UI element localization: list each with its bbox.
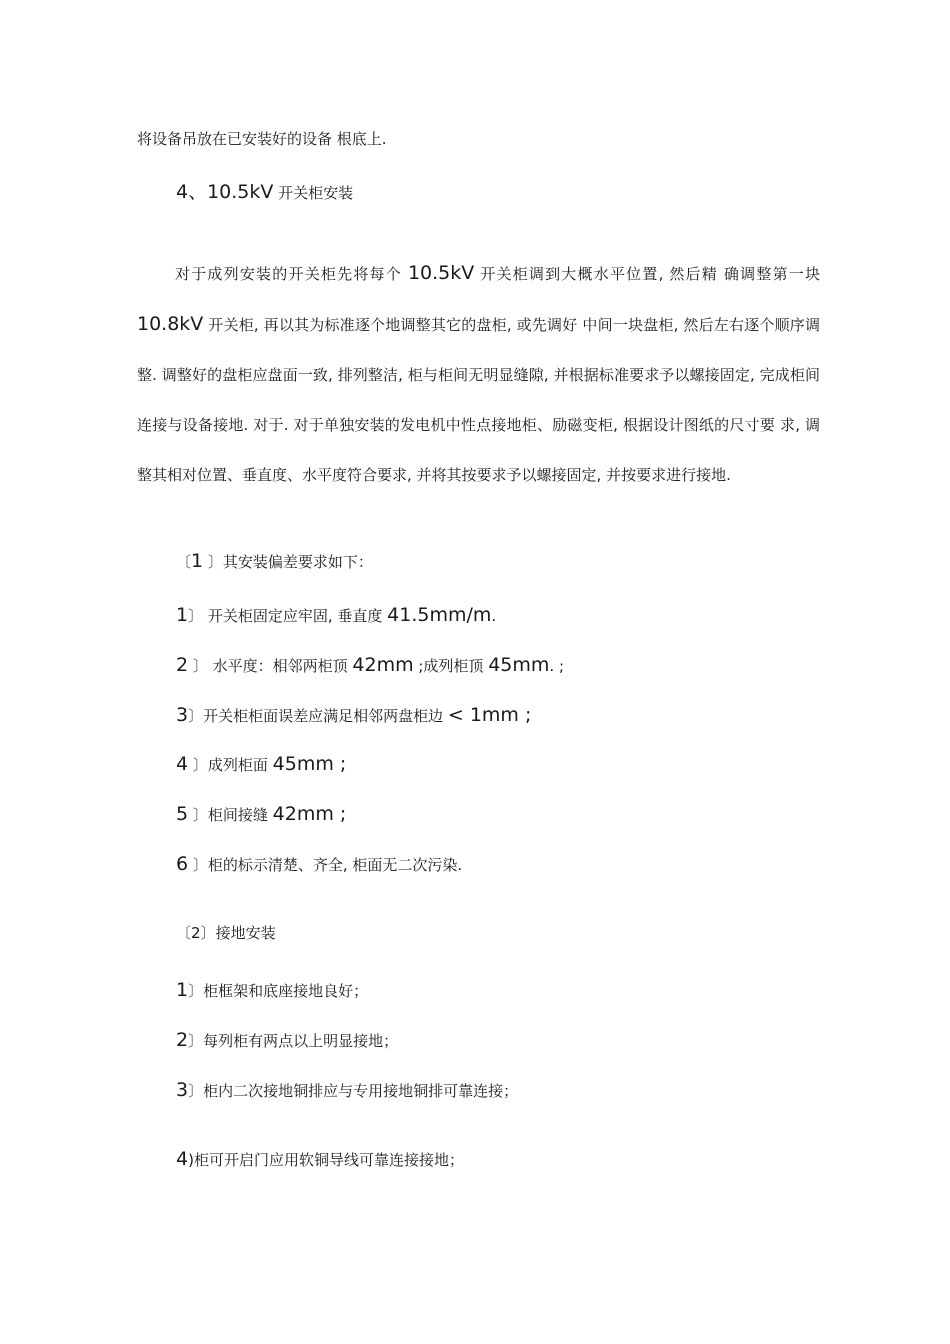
item-number: 6 [176,853,189,875]
section1-title [176,550,373,573]
item-text: 〕柜内二次接地铜排应与专用接地铜排可靠连接； [188,1082,519,1100]
section1-open: 〔 [176,553,192,571]
heading-prefix: 4、 [176,181,208,203]
section1-num: 1 [191,550,204,572]
paragraph-value-2: 10.8kV [137,313,204,335]
item-text: 〕 水平度：相邻两柜顶 [188,657,353,675]
paragraph-value-1: 10.5kV [407,262,475,284]
intro-text: 将设备吊放在已安装好的设备 根底上. [137,130,387,148]
paragraph-seg-3: 开关柜, 再以其为标准逐个地调整其它的盘柜, 或先调好 中间一块盘柜, 然后左右逐个顺序调整. 调整好的盘柜应盘面一致, 排列整洁, 柜与柜间无明显缝隙, 并根据标准要求予以螺接固定, 完成柜间连接与设备接地. 对于. 对于单独安装的发电机中性点接地柜、励磁变柜, 根据设计图纸的尺寸要 求, 调整其相对位置、垂直度、水平度符合要求, 并将其按要求予以螺接固定, 并按要求进行接地. [137,316,820,484]
section1-item-4 [176,753,346,776]
intro-line [137,128,387,150]
item-number: 3 [176,1079,189,1101]
item-text: 〕柜框架和底座接地良好； [188,982,369,1000]
section2-item-3 [176,1079,518,1102]
item-tail: . [491,607,497,625]
item-number: 5 [176,803,189,825]
section1-item-5 [176,803,346,826]
item-value: 42mm [352,654,414,676]
body-paragraph [137,248,820,500]
item-number: 2 [176,654,189,676]
item-number: 1 [176,604,189,626]
item-text: 〕成列柜面 [188,756,273,774]
item-value: 41.5mm/m [387,604,492,626]
item-number: 3 [176,704,189,726]
paragraph-seg-1: 对于成列安装的开关柜先将每个 [175,265,408,283]
section1-item-3 [176,704,531,727]
heading-value: 10.5kV [207,181,274,203]
item-text: 〕每列柜有两点以上明显接地； [188,1032,399,1050]
item-text: )柜可开启门应用软铜导线可靠连接接地； [188,1151,464,1169]
item-text: 〕柜间接缝 [188,806,273,824]
item-text: 〕 开关柜固定应牢固, 垂直度 [188,607,388,625]
item-value: < 1mm ; [447,704,532,726]
item-tail-2: . ; [549,657,564,675]
section2-item-2 [176,1029,398,1052]
heading-text: 开关柜安装 [273,184,354,202]
section2-item-4 [176,1148,464,1171]
item-text: 〕柜的标示清楚、齐全, 柜面无二次污染. [188,856,463,874]
section1-item-6 [176,853,462,876]
item-tail: ;成列柜顶 [413,657,489,675]
item-text: 〕开关柜柜面误差应满足相邻两盘柜边 [188,707,448,725]
item-number: 4 [176,1148,189,1170]
section1-rest: 〕其安装偏差要求如下： [203,553,373,571]
item-value: 42mm ; [272,803,347,825]
section2-title [176,922,276,944]
item-value: 45mm ; [272,753,347,775]
section2-num: 2 [191,924,201,942]
item-number: 1 [176,979,189,1001]
section1-item-2 [176,654,564,677]
paragraph-seg-2: 开关柜调到大概水平位置, 然后精 确调整第一块 [474,265,820,283]
section1-item-1 [176,604,496,627]
item-value-2: 45mm [488,654,550,676]
item-number: 2 [176,1029,189,1051]
section2-open: 〔 [176,924,192,942]
section2-item-1 [176,979,368,1002]
section-heading [176,181,353,204]
item-number: 4 [176,753,189,775]
section2-rest: 〕接地安装 [200,924,276,942]
